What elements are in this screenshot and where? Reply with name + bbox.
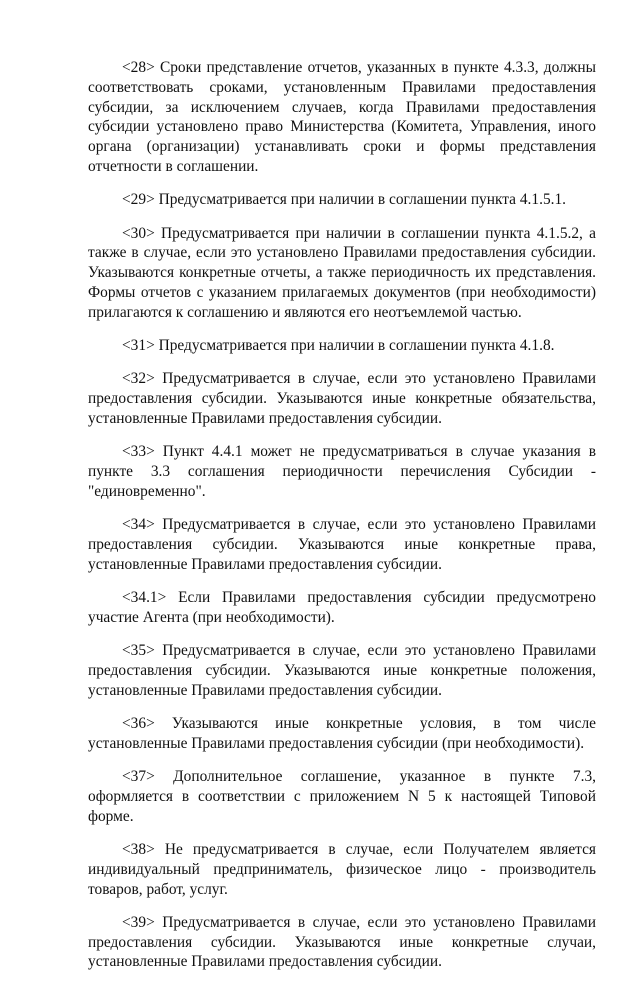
footnote-34: <34> Предусматривается в случае, если это установлено Правилами предоставления субсидии. Указываются иные конкретные права, установленные Правилами предоставления субсидии. (88, 516, 596, 573)
footnote-34-1: <34.1> Если Правилами предоставления субсидии предусмотрено участие Агента (при необходимости). (88, 589, 596, 626)
footnote-35: <35> Предусматривается в случае, если это установлено Правилами предоставления субсидии. Указываются иные конкретные положения, установленные Правилами предоставления субсидии. (88, 642, 596, 699)
footnote-33: <33> Пункт 4.4.1 может не предусматриваться в случае указания в пункте 3.3 соглашения периодичности перечисления Субсидии - "единовременно". (88, 443, 596, 500)
footnote-32: <32> Предусматривается в случае, если это установлено Правилами предоставления субсидии. Указываются иные конкретные обязательства, установленные Правилами предоставления субсидии. (88, 370, 596, 427)
footnote-30: <30> Предусматривается при наличии в соглашении пункта 4.1.5.2, а также в случае, если это установлено Правилами предоставления субсидии. Указываются конкретные отчеты, а также периодичность их представления. Формы отчетов с указанием прилагаемых документов (при необходимости) прилагаются к соглашению и являются его неотъемлемой частью. (88, 224, 596, 321)
footnote-31: <31> Предусматривается при наличии в соглашении пункта 4.1.8. (122, 337, 555, 355)
footnote-36: <36> Указываются иные конкретные условия, в том числе установленные Правилами предоставления субсидии (при необходимости). (88, 715, 596, 752)
document-page (88, 58, 596, 986)
footnote-37: <37> Дополнительное соглашение, указанное в пункте 7.3, оформляется в соответствии с приложением N 5 к настоящей Типовой форме. (88, 768, 596, 825)
footnote-38: <38> Не предусматривается в случае, если Получателем является индивидуальный предприниматель, физическое лицо - производитель товаров, работ, услуг. (88, 841, 596, 898)
footnote-29: <29> Предусматривается при наличии в соглашении пункта 4.1.5.1. (122, 191, 567, 209)
footnote-28: <28> Сроки представление отчетов, указанных в пункте 4.3.3, должны соответствовать сроками, установленным Правилами предоставления субсидии, за исключением случаев, когда Правилами предоставления субсидии установлено право Министерства (Комитета, Управления, иного органа (организации) устанавливать сроки и формы представления отчетности в соглашении. (88, 59, 596, 175)
footnote-39: <39> Предусматривается в случае, если это установлено Правилами предоставления субсидии. Указываются иные конкретные случаи, установленные Правилами предоставления субсидии. (88, 913, 596, 971)
